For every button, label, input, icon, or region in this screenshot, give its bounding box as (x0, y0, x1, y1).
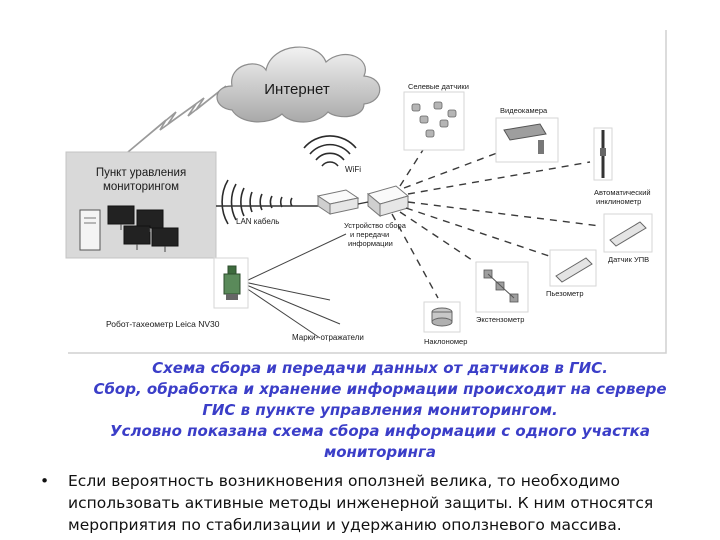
camera-label: Видеокамера (500, 106, 548, 115)
collector-label-1: Устройство сбора (344, 221, 406, 230)
internet-cloud (217, 47, 380, 122)
reflectors-label: Марки- отражатели (292, 333, 364, 342)
lan-label: LAN кабель (236, 217, 280, 226)
inclinometer-label-2: инклинометр (596, 197, 642, 206)
server-icon (80, 210, 100, 250)
caption-line-3: ГИС в пункте управления мониторингом. (202, 401, 558, 419)
mudflow-label: Селевые датчики (408, 82, 469, 91)
total-station (214, 258, 248, 308)
caption-line-4: Условно показана схема сбора информации с одного участка (110, 422, 650, 440)
bullet-marker: • (40, 472, 50, 490)
inclinometer-label-1: Автоматический (594, 188, 651, 197)
control-center-label-2: мониторингом (102, 181, 180, 193)
automatic-inclinometer (594, 128, 651, 206)
lightning-icon (128, 86, 226, 152)
collector-device (368, 186, 408, 216)
control-center (66, 152, 216, 258)
wifi-icon (304, 136, 356, 166)
total-station-label: Робот-тахеометр Leica NV30 (106, 319, 220, 329)
internet-label: Интернет (264, 81, 330, 98)
tiltmeter (424, 302, 467, 346)
collector-label-3: информации (348, 239, 393, 248)
bullet-text: Если вероятность возникновения оползней велика, то необходимо использовать активные методы инженерной защиты. К ним относятся мероприятия по стабилизации и удержанию оползневого массива. (68, 472, 654, 534)
tiltmeter-label: Наклономер (424, 337, 468, 346)
extensometer-label: Экстензометр (476, 315, 525, 324)
upv-label: Датчик УПВ (608, 255, 650, 264)
router-device (318, 190, 358, 214)
piezometer-label: Пьезометр (546, 289, 584, 298)
control-center-label-1: Пункт уравления (95, 167, 187, 179)
wifi-label: WiFi (345, 165, 361, 174)
piezometer (546, 250, 596, 298)
extensometer (476, 262, 528, 324)
upv-sensor (604, 214, 652, 264)
caption-line-1: Схема сбора и передачи данных от датчиков в ГИС. (152, 359, 608, 377)
mudflow-sensors (404, 82, 469, 150)
caption-line-2: Сбор, обработка и хранение информации происходит на сервере (93, 380, 667, 398)
caption-line-5: мониторинга (323, 443, 436, 461)
video-camera (496, 106, 558, 162)
diagram-caption (60, 358, 700, 463)
reflector-lines (244, 234, 346, 338)
collector-label-2: и передачи (350, 230, 390, 239)
